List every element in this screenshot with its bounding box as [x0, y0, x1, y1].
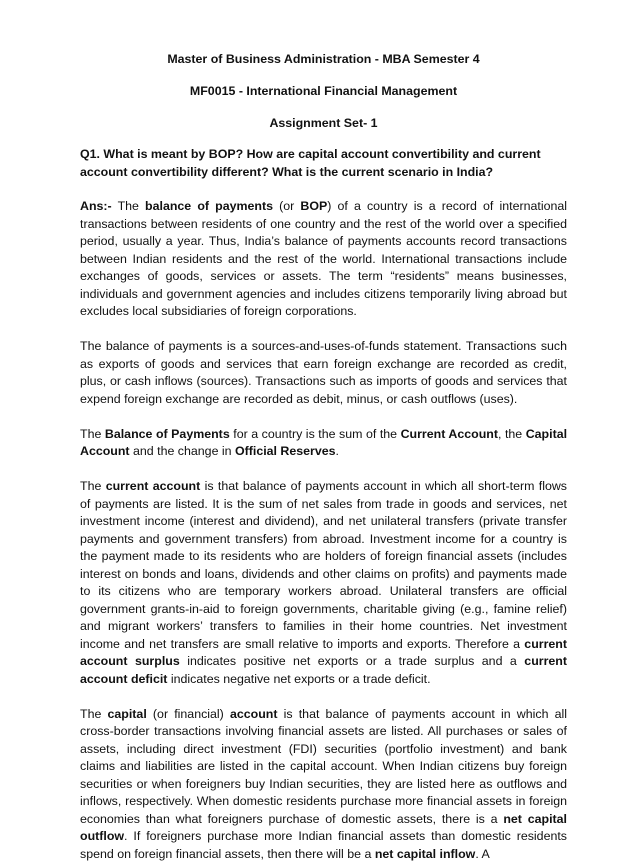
term-capital: capital: [108, 707, 147, 721]
term-current-account-2: current account: [106, 479, 201, 493]
term-account: account: [230, 707, 278, 721]
answer-paragraph-2: The balance of payments is a sources-and-uses-of-funds statement. Transactions such as exports of goods and services that earn foreign exchange are recorded as credit, plus, or cash inflows (sources). Transactions such as imports of goods and services that expend foreign exchange are recorded as debit, minus, or cash outflows (uses).: [80, 338, 567, 408]
term-current-account-deficit: current account deficit: [80, 654, 567, 686]
term-current-account: Current Account: [401, 427, 498, 441]
term-net-capital-inflow: net capital inflow: [375, 847, 476, 861]
course-title: MF0015 - International Financial Management: [80, 84, 567, 99]
term-capital-account: Capital Account: [80, 427, 567, 459]
program-title: Master of Business Administration - MBA Semester 4: [80, 52, 567, 67]
answer-paragraph-4: The current account is that balance of payments account in which all short-term flows of payments are listed. It is the sum of net sales from trade in goods and services, net investment income (interest and dividend), and net unilateral transfers (private transfer payments and government transfers) from abroad. Investment income for a country is the payment made to its residents who are holders of foreign financial assets (includes interest on bonds and loans, dividends and other claims on profits) and payments made to its citizens who are temporary workers abroad. Unilateral transfers are official government grants-in-aid to foreign governments, charitable giving (e.g., famine relief) and migrant workers’ transfers to families in their home countries. Net investment income and net transfers are small relative to imports and exports. Therefore a current account surplus indicates positive net exports or a trade surplus and a current account deficit indicates negative net exports or a trade deficit.: [80, 478, 567, 688]
term-net-capital-outflow: net capital outflow: [80, 812, 567, 844]
term-official-reserves: Official Reserves: [235, 444, 336, 458]
term-bop: BOP: [300, 199, 327, 213]
answer-paragraph-3: The Balance of Payments for a country is the sum of the Current Account, the Capital Account and the change in Official Reserves.: [80, 426, 567, 461]
answer-label: Ans:-: [80, 199, 112, 213]
term-current-account-surplus: current account surplus: [80, 637, 567, 669]
answer-paragraph-5: The capital (or financial) account is that balance of payments account in which all cross-border transactions involving financial assets are listed. All purchases or sales of assets, including direct investment (FDI) securities (portfolio investment) and bank claims and liabilities are listed in the capital account. When Indian citizens buy foreign securities or when foreigners buy Indian securities, they are listed here as outflows and inflows, respectively. When domestic residents purchase more financial assets in foreign economies than what foreigners purchase of domestic assets, there is a net capital outflow. If foreigners purchase more Indian financial assets than domestic residents spend on foreign financial assets, then there will be a net capital inflow. A: [80, 706, 567, 863]
answer-paragraph-1: Ans:- The balance of payments (or BOP) of a country is a record of international transactions between residents of one country and the rest of the world over a specified period, usually a year. Thus, India’s balance of payments accounts record transactions between Indian residents and the rest of the world. International transactions include exchanges of goods, services or assets. The term “residents” means businesses, individuals and government agencies and includes citizens temporarily living abroad but excludes local subsidiaries of foreign corporations.: [80, 198, 567, 321]
term-balance-of-payments: balance of payments: [145, 199, 273, 213]
term-balance-of-payments-2: Balance of Payments: [105, 427, 230, 441]
question-q1: Q1. What is meant by BOP? How are capital account convertibility and current account convertibility different? What is the current scenario in India?: [80, 146, 567, 181]
assignment-title: Assignment Set- 1: [80, 116, 567, 131]
